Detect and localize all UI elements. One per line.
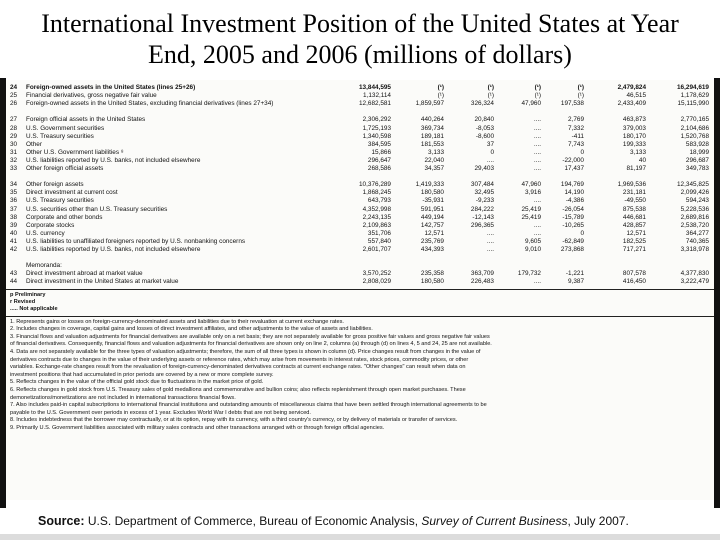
row-line-number: 43	[10, 270, 18, 278]
row-cell: 379,003	[622, 124, 646, 132]
row-cell: -10,265	[562, 221, 584, 229]
row-label: Corporate and other bonds	[26, 213, 103, 221]
row-cell: ....	[486, 246, 494, 253]
footnote: 9. Primarily U.S. Government liabilities associated with military sales contracts and other transactions arranged with or through foreign official agencies.	[10, 424, 385, 431]
row-line-number: 38	[10, 213, 18, 221]
row-line-number: 37	[10, 205, 18, 213]
row-cell: 12,345,825	[677, 181, 709, 189]
row-line-number: 24	[10, 84, 18, 91]
source-citation	[0, 508, 720, 534]
row-cell: 15,866	[371, 148, 391, 156]
source-journal: Survey of Current Business	[421, 514, 568, 528]
row-cell: 364,277	[685, 229, 709, 237]
row-cell: ....	[533, 197, 541, 205]
footnote: 2. Includes changes in coverage, capital gains and losses of direct investment affiliates, and other adjustments to the value of assets and liabilities.	[10, 326, 373, 333]
source-label: Source:	[38, 514, 85, 528]
row-line-number: 32	[10, 156, 18, 164]
row-cell: -1,221	[565, 270, 584, 278]
table-row	[6, 189, 714, 197]
footnote: variables. Exchange-rate changes result from the revaluation of foreign-currency-denominated derivatives contracts at current exchange rates. "Other changes" can result when data on	[10, 364, 466, 371]
footnote: 7. Also includes paid-in capital subscriptions to international financial institutions and outstanding amounts of miscellaneous claims that have been settled through international agreements to be	[10, 402, 487, 409]
row-cell: 235,769	[420, 237, 444, 245]
row-label: Foreign-owned assets in the United States (lines 25+26)	[26, 84, 196, 91]
row-cell: 2,769	[568, 116, 584, 124]
table-row	[6, 181, 714, 189]
row-line-number: 41	[10, 237, 18, 245]
row-cell: 446,681	[622, 213, 646, 221]
row-cell: 197,538	[560, 100, 584, 108]
row-cell: 594,243	[685, 197, 709, 205]
row-cell: ....	[533, 116, 541, 124]
row-cell: 32,495	[474, 189, 494, 197]
row-line-number: 33	[10, 165, 18, 172]
row-cell: 40	[638, 156, 646, 164]
row-cell: 37	[486, 140, 494, 148]
footnote-rule	[6, 316, 714, 317]
row-cell: 2,099,426	[680, 189, 709, 197]
row-cell: 7,332	[568, 124, 584, 132]
row-cell: 12,571	[424, 229, 444, 237]
row-cell: 284,222	[470, 205, 494, 213]
row-label: Financial derivatives, gross negative fair value	[26, 92, 157, 100]
row-cell: ....	[486, 229, 494, 237]
row-cell: 557,840	[367, 237, 391, 245]
row-line-number: 39	[10, 221, 18, 229]
table-row	[6, 125, 714, 133]
row-cell: 1,868,245	[362, 189, 391, 197]
row-cell: 2,538,720	[680, 221, 709, 229]
row-cell: 740,365	[685, 237, 709, 245]
row-cell: (¹)	[487, 84, 494, 91]
row-cell: 12,682,581	[359, 100, 391, 108]
row-cell: -8,600	[475, 132, 494, 140]
row-cell: 2,479,824	[617, 84, 646, 91]
row-cell: 3,318,978	[680, 246, 709, 253]
row-cell: 15,115,990	[677, 100, 709, 108]
row-cell: 4,377,830	[680, 270, 709, 278]
table-row	[6, 238, 714, 246]
row-cell: 449,194	[420, 213, 444, 221]
row-cell: 9,605	[525, 237, 541, 245]
row-cell: 16,294,619	[677, 84, 709, 91]
row-cell: (¹)	[437, 92, 444, 100]
row-label: U.S. Government securities	[26, 124, 105, 132]
footnote: of financial derivatives. Consequently, financial flows and valuation adjustments for financial derivatives are shown only on line 2, columns (a) through (d) on lines 4, 5 and 24, 25 are not available.	[10, 341, 492, 348]
row-cell: 17,437	[564, 165, 584, 172]
row-line-number: 25	[10, 92, 18, 100]
row-label: Foreign-owned assets in the United States, excluding financial derivatives (lines 27+34)	[26, 100, 274, 108]
footnote: investment positions that had accumulated in prior periods are covered by a new or more complete survey.	[10, 371, 274, 378]
row-cell: (¹)	[534, 84, 541, 91]
row-cell: 9,387	[568, 278, 584, 286]
table-row	[6, 230, 714, 238]
row-label: Direct investment abroad at market value	[26, 270, 143, 278]
slide-title-line-1: International Investment Position of the United States at Year	[41, 9, 679, 38]
row-cell: 2,104,686	[680, 124, 709, 132]
row-cell: 2,689,816	[680, 213, 709, 221]
row-cell: 643,793	[367, 197, 391, 205]
row-cell: 1,178,629	[680, 92, 709, 100]
row-label: Memoranda:	[26, 262, 62, 270]
row-line-number: 28	[10, 124, 18, 132]
row-cell: -15,789	[562, 213, 584, 221]
row-cell: 296,647	[367, 156, 391, 164]
row-label: U.S. Treasury securities	[26, 197, 94, 205]
row-cell: 181,553	[420, 140, 444, 148]
table-bottom-rule	[6, 289, 714, 290]
row-cell: 29,403	[474, 165, 494, 172]
row-cell: 3,133	[428, 148, 444, 156]
source-text: U.S. Department of Commerce, Bureau of Economic Analysis,	[87, 514, 419, 528]
table-row	[6, 84, 714, 92]
row-label: U.S. liabilities to unaffiliated foreigners reported by U.S. nonbanking concerns	[26, 237, 246, 245]
row-label: Other foreign official assets	[26, 165, 104, 172]
row-cell: -12,143	[472, 213, 494, 221]
row-cell: 25,419	[521, 213, 541, 221]
row-cell: 46,515	[626, 92, 646, 100]
row-cell: -22,000	[562, 156, 584, 164]
row-cell: 326,324	[470, 100, 494, 108]
row-cell: ....	[533, 278, 541, 286]
investment-position-table	[6, 80, 714, 500]
row-cell: 0	[580, 229, 584, 237]
row-cell: 1,859,597	[415, 100, 444, 108]
row-line-number: 27	[10, 116, 18, 124]
row-cell: -4,386	[565, 197, 584, 205]
row-cell: 296,365	[470, 221, 494, 229]
table-row	[6, 165, 714, 173]
row-cell: (¹)	[487, 92, 494, 100]
row-line-number: 34	[10, 181, 18, 189]
row-cell: 18,999	[689, 148, 709, 156]
row-cell: 416,450	[622, 278, 646, 286]
table-row	[6, 254, 714, 262]
row-cell: 22,040	[424, 156, 444, 164]
row-cell: 20,840	[474, 116, 494, 124]
row-cell: ....	[533, 148, 541, 156]
legend-entry: r Revised	[10, 298, 36, 305]
row-cell: 2,243,135	[362, 213, 391, 221]
row-cell: 13,844,595	[359, 84, 391, 91]
row-cell: (¹)	[437, 84, 444, 91]
row-cell: 180,580	[420, 278, 444, 286]
row-cell: -411	[571, 132, 584, 140]
row-cell: 194,769	[560, 181, 584, 189]
row-cell: ....	[533, 229, 541, 237]
row-label: U.S. currency	[26, 229, 65, 237]
row-line-number: 42	[10, 246, 18, 253]
row-cell: 180,170	[622, 132, 646, 140]
table-row	[6, 197, 714, 205]
row-cell: 179,732	[517, 270, 541, 278]
row-cell: 226,483	[470, 278, 494, 286]
row-cell: 1,132,114	[363, 92, 391, 100]
row-cell: -49,550	[624, 197, 646, 205]
bottom-band	[0, 534, 720, 540]
row-cell: 12,571	[626, 229, 646, 237]
row-cell: 81,197	[626, 165, 646, 172]
table-row	[6, 149, 714, 157]
row-cell: 428,857	[622, 221, 646, 229]
footnote: 3. Financial flows and valuation adjustments for financial derivatives are available only on a net basis; they are not separately available for gross positive fair values and gross negative fair values	[10, 333, 490, 340]
row-cell: 583,928	[685, 140, 709, 148]
row-line-number: 31	[10, 148, 18, 156]
footnote: 5. Reflects changes in the value of the official gold stock due to fluctuations in the market price of gold.	[10, 379, 264, 386]
table-row	[6, 108, 714, 116]
row-cell: 2,109,863	[362, 221, 391, 229]
row-line-number: 36	[10, 197, 18, 205]
footnote: 4. Data are not separately available for the three types of valuation adjustments; therefore, the sum of all three types is shown in column (d). Price changes result from changes in the value of	[10, 348, 481, 355]
table-row	[6, 246, 714, 254]
footnote: demonetizations/monetizations are not included in international transactions financial flows.	[10, 394, 236, 401]
footnote: 1. Represents gains or losses on foreign-currency-denominated assets and liabilities due to their revaluation at current exchange rates.	[10, 318, 344, 325]
row-cell: 351,706	[367, 229, 391, 237]
row-cell: 47,960	[521, 100, 541, 108]
row-cell: 4,352,998	[362, 205, 391, 213]
row-label: Other U.S. Government liabilities ⁸	[26, 148, 124, 156]
slide-title	[0, 8, 720, 70]
row-line-number: 29	[10, 132, 18, 140]
row-cell: ....	[533, 140, 541, 148]
table-row	[6, 270, 714, 278]
row-cell: (¹)	[577, 84, 584, 91]
row-cell: 231,181	[622, 189, 646, 197]
row-cell: 2,306,292	[362, 116, 391, 124]
row-cell: 384,595	[367, 140, 391, 148]
row-line-number: 26	[10, 100, 18, 108]
table-row	[6, 116, 714, 124]
footnote: 6. Reflects changes in gold stock from U.S. Treasury sales of gold medallions and commemorative and bullion coins; also reflects replenishment through open market purchases. These	[10, 386, 466, 393]
row-label: U.S. liabilities reported by U.S. banks, not included elsewhere	[26, 246, 201, 253]
row-cell: (¹)	[534, 92, 541, 100]
row-cell: 717,271	[622, 246, 646, 253]
row-label: U.S. securities other than U.S. Treasury securities	[26, 205, 168, 213]
row-cell: 273,868	[560, 246, 584, 253]
row-cell: -26,054	[562, 205, 584, 213]
row-cell: 142,757	[420, 221, 444, 229]
row-cell: 440,264	[420, 116, 444, 124]
table-row	[6, 278, 714, 286]
table-row	[6, 92, 714, 100]
row-cell: 199,333	[622, 140, 646, 148]
table-row	[6, 157, 714, 165]
table-row	[6, 141, 714, 149]
row-cell: ....	[486, 156, 494, 164]
table-row	[6, 173, 714, 181]
row-cell: 1,419,333	[415, 181, 444, 189]
row-label: U.S. Treasury securities	[26, 132, 94, 140]
row-cell: -35,931	[422, 197, 444, 205]
row-cell: 434,393	[420, 246, 444, 253]
row-cell: 25,419	[521, 205, 541, 213]
row-cell: ....	[486, 237, 494, 245]
row-cell: 591,951	[420, 205, 444, 213]
row-line-number: 44	[10, 278, 18, 286]
row-label: Other foreign assets	[26, 181, 84, 189]
table-row	[6, 100, 714, 108]
table-row	[6, 222, 714, 230]
row-cell: 10,376,289	[359, 181, 391, 189]
slide-title-line-2: End, 2005 and 2006 (millions of dollars)	[148, 40, 572, 69]
row-cell: 807,578	[622, 270, 646, 278]
row-label: Direct investment in the United States at market value	[26, 278, 179, 286]
legend-entry: p Preliminary	[10, 291, 46, 298]
row-cell: 2,433,409	[617, 100, 646, 108]
legend-entry: ..... Not applicable	[10, 305, 58, 312]
row-line-number: 30	[10, 140, 18, 148]
row-cell: 0	[580, 148, 584, 156]
row-cell: 1,969,536	[617, 181, 646, 189]
row-cell: ....	[533, 156, 541, 164]
row-cell: 14,190	[564, 189, 584, 197]
footnote: payable to the U.S. Government over periods in excess of 1 year. Excludes World War I debts that are not being serviced.	[10, 409, 311, 416]
row-label: Direct investment at current cost	[26, 189, 118, 197]
right-border-stripe	[714, 78, 720, 518]
row-cell: -62,849	[562, 237, 584, 245]
table-row	[6, 214, 714, 222]
row-cell: 5,228,536	[680, 205, 709, 213]
row-cell: 2,770,165	[680, 116, 709, 124]
row-cell: 2,808,029	[362, 278, 391, 286]
row-label: Foreign official assets in the United States	[26, 116, 146, 124]
row-line-number: 40	[10, 229, 18, 237]
row-cell: -8,053	[475, 124, 494, 132]
row-cell: ....	[533, 165, 541, 172]
row-cell: 307,484	[470, 181, 494, 189]
row-cell: 1,725,193	[362, 124, 391, 132]
row-cell: 189,181	[420, 132, 444, 140]
row-cell: 1,520,768	[680, 132, 709, 140]
row-cell: 3,916	[525, 189, 541, 197]
table-row	[6, 206, 714, 214]
row-cell: 2,601,707	[362, 246, 391, 253]
row-cell: 47,960	[521, 181, 541, 189]
row-cell: -9,233	[475, 197, 494, 205]
row-label: U.S. liabilities reported by U.S. banks, not included elsewhere	[26, 156, 201, 164]
row-cell: 3,570,252	[362, 270, 391, 278]
footnote: 8. Includes indebtedness that the borrower may contractually, or at its option, repay with its currency, with a third country's currency, or by delivery of materials or transfer of services.	[10, 417, 458, 424]
row-cell: 1,340,598	[362, 132, 391, 140]
row-cell: 7,743	[568, 140, 584, 148]
row-line-number: 35	[10, 189, 18, 197]
table-row	[6, 262, 714, 270]
row-cell: 182,525	[622, 237, 646, 245]
source-date: , July 2007.	[567, 514, 629, 528]
row-label: Other	[26, 140, 42, 148]
row-label: Corporate stocks	[26, 221, 75, 229]
row-cell: ....	[533, 124, 541, 132]
row-cell: ....	[533, 132, 541, 140]
row-cell: 3,133	[630, 148, 646, 156]
row-cell: 9,010	[525, 246, 541, 253]
row-cell: 363,709	[470, 270, 494, 278]
row-cell: 0	[490, 148, 494, 156]
row-cell: 369,734	[420, 124, 444, 132]
row-cell: 349,783	[685, 165, 709, 172]
row-cell: 3,222,479	[680, 278, 709, 286]
row-cell: (¹)	[577, 92, 584, 100]
row-cell: 875,538	[622, 205, 646, 213]
row-cell: 235,358	[420, 270, 444, 278]
row-cell: 180,580	[420, 189, 444, 197]
footnote: derivatives contracts due to changes in the value of their underlying assets or reference rates, which may arise from movements in interest rates, stock prices, commodity prices, or other	[10, 356, 469, 363]
table-row	[6, 133, 714, 141]
row-cell: 463,873	[622, 116, 646, 124]
row-cell: 268,586	[367, 165, 391, 172]
row-cell: 34,357	[424, 165, 444, 172]
row-cell: ....	[533, 221, 541, 229]
row-cell: 296,687	[685, 156, 709, 164]
